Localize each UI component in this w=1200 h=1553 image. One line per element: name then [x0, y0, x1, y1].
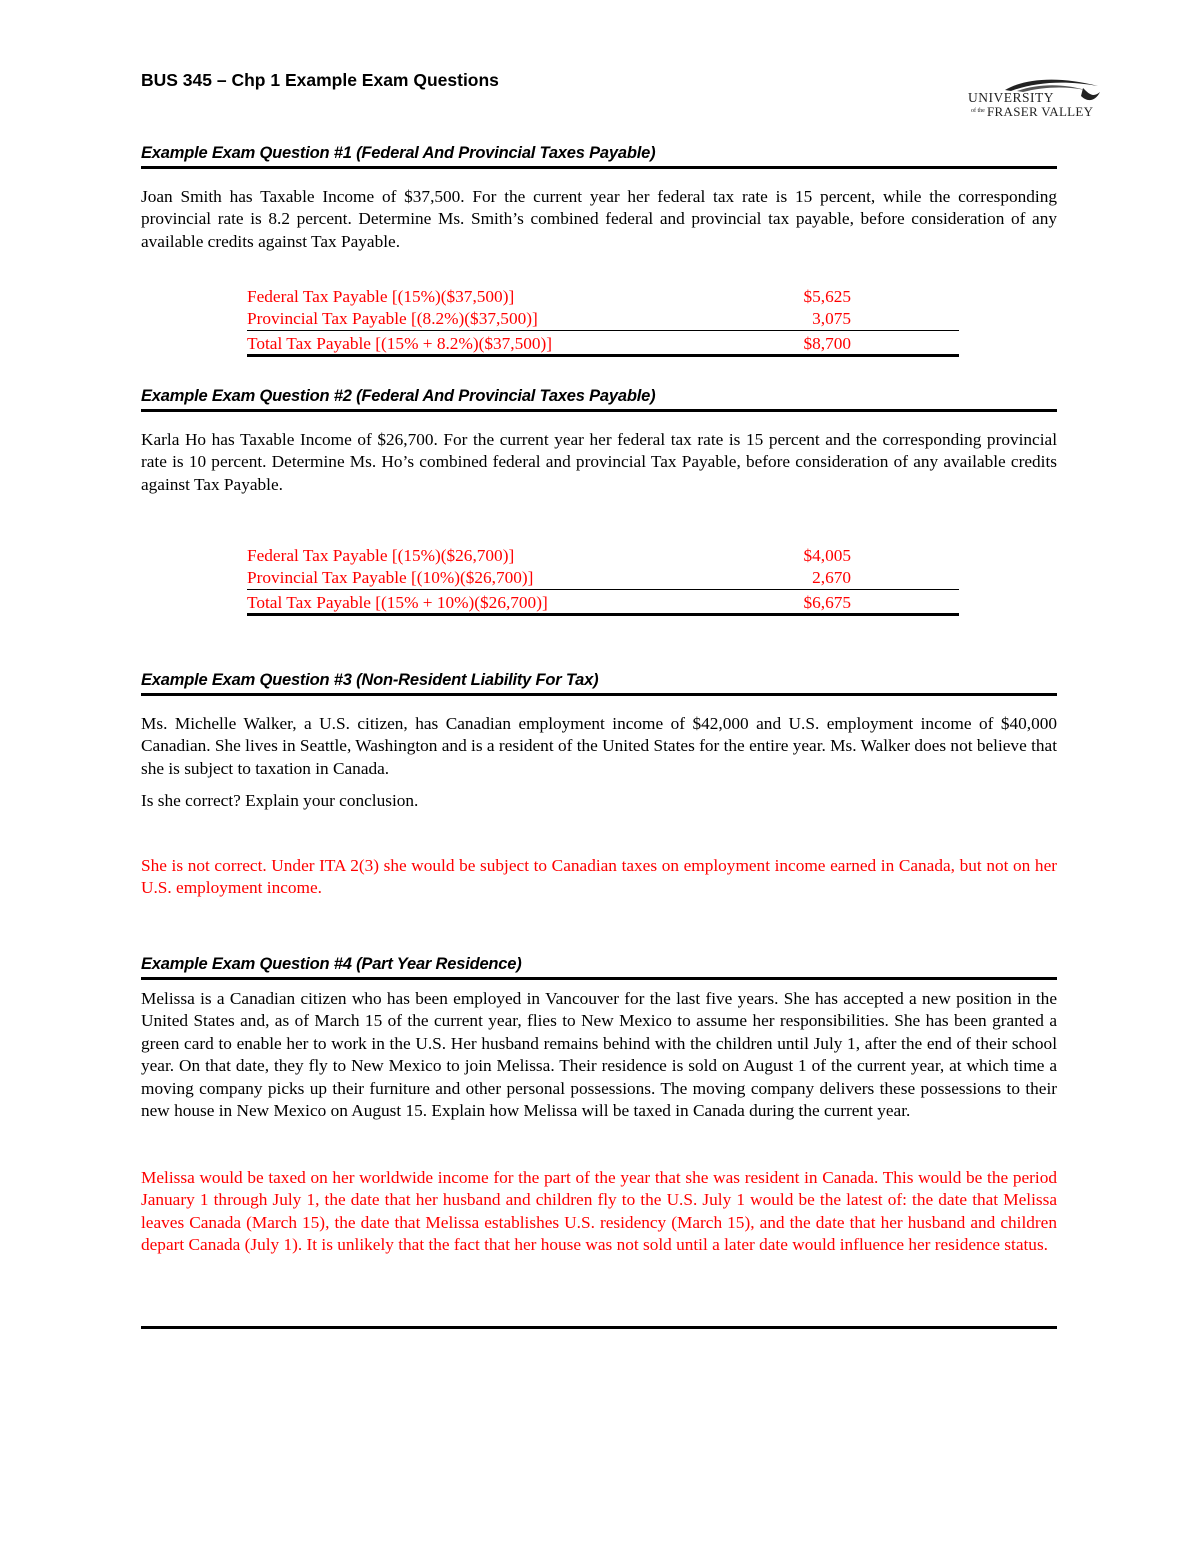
end-divider [141, 1326, 1057, 1329]
q1-row-provincial [247, 308, 959, 331]
q2-row-provincial [247, 567, 959, 590]
q1-row-total [247, 331, 959, 357]
q2-row-total [247, 590, 959, 616]
q3-heading: Example Exam Question #3 (Non-Resident Liability For Tax) [141, 671, 1057, 696]
q1-question: Joan Smith has Taxable Income of $37,500. For the current year her federal tax rate is 15 percent, while the corresponding provincial rate is 8.2 percent. Determine Ms. Smith’s combined federal and provincial tax payable, before consideration of any available credits against Tax Payable. [141, 187, 1057, 251]
q3-answer: She is not correct. Under ITA 2(3) she would be subject to Canadian taxes on employment income earned in Canada, but not on her U.S. employment income. [141, 856, 1057, 898]
logo-line-university: UNIVERSITY [968, 90, 1054, 105]
q1-row-amount: $8,700 [803, 334, 851, 353]
q2-row-amount: 2,670 [812, 568, 851, 587]
q4-answer: Melissa would be taxed on her worldwide income for the part of the year that she was resident in Canada. This would be the period January 1 through July 1, the date that her husband and children fly to the U.S. July 1 would be the latest of: the date that Melissa leaves Canada (March 15), the date that Melissa establishes U.S. residency (March 15), and the date that her husband and children depart Canada (July 1). It is unlikely that the fact that her house was not sold until a later date would influence her residence status. [141, 1168, 1057, 1255]
q1-calculation-table [247, 286, 959, 357]
q4-heading: Example Exam Question #4 (Part Year Residence) [141, 955, 1057, 980]
q2-question: Karla Ho has Taxable Income of $26,700. For the current year her federal tax rate is 15 percent and the corresponding provincial rate is 10 percent. Determine Ms. Ho’s combined federal and provincial Tax Payable, before consideration of any available credits against Tax Payable. [141, 430, 1057, 494]
q3-question: Ms. Michelle Walker, a U.S. citizen, has Canadian employment income of $42,000 and U.S. employment income of $40,000 Canadian. She lives in Seattle, Washington and is a resident of the United States for the entire year. Ms. Walker does not believe that she is subject to taxation in Canada. [141, 714, 1057, 778]
q2-heading: Example Exam Question #2 (Federal And Provincial Taxes Payable) [141, 387, 1057, 412]
q2-row-label: Total Tax Payable [(15% + 10%)($26,700)] [247, 593, 548, 612]
q2-row-label: Federal Tax Payable [(15%)($26,700)] [247, 546, 515, 565]
q2-calculation-table [247, 545, 959, 616]
q1-row-label: Provincial Tax Payable [(8.2%)($37,500)] [247, 309, 538, 328]
university-logo [965, 76, 1100, 122]
logo-line-fraser-valley: FRASER VALLEY [987, 104, 1094, 119]
q1-row-label: Total Tax Payable [(15% + 8.2%)($37,500)] [247, 334, 553, 353]
q2-row-federal [247, 545, 959, 567]
q2-row-label: Provincial Tax Payable [(10%)($26,700)] [247, 568, 534, 587]
q3-question-followup: Is she correct? Explain your conclusion. [141, 791, 419, 810]
q1-row-federal [247, 286, 959, 308]
q4-question: Melissa is a Canadian citizen who has been employed in Vancouver for the last five years. She has accepted a new position in the United States and, as of March 15 of the current year, flies to New Mexico to assume her responsibilities. She has been granted a green card to enable her to work in the U.S. Her husband remains behind with the children until July 1, after the end of their school year. On that date, they fly to New Mexico to join Melissa. Their residence is sold on August 1 of the current year, at which time a moving company picks up their furniture and other personal possessions. The moving company delivers these possessions to their new house in New Mexico on August 15. Explain how Melissa will be taxed in Canada during the current year. [141, 989, 1057, 1121]
q2-row-amount: $4,005 [803, 546, 851, 565]
logo-of-the: of the [971, 108, 985, 114]
q1-row-amount: 3,075 [812, 309, 851, 328]
q1-heading: Example Exam Question #1 (Federal And Provincial Taxes Payable) [141, 144, 1057, 169]
document-title: BUS 345 – Chp 1 Example Exam Questions [141, 70, 499, 90]
q2-row-amount: $6,675 [803, 593, 851, 612]
q1-row-amount: $5,625 [803, 287, 851, 306]
q1-row-label: Federal Tax Payable [(15%)($37,500)] [247, 287, 515, 306]
